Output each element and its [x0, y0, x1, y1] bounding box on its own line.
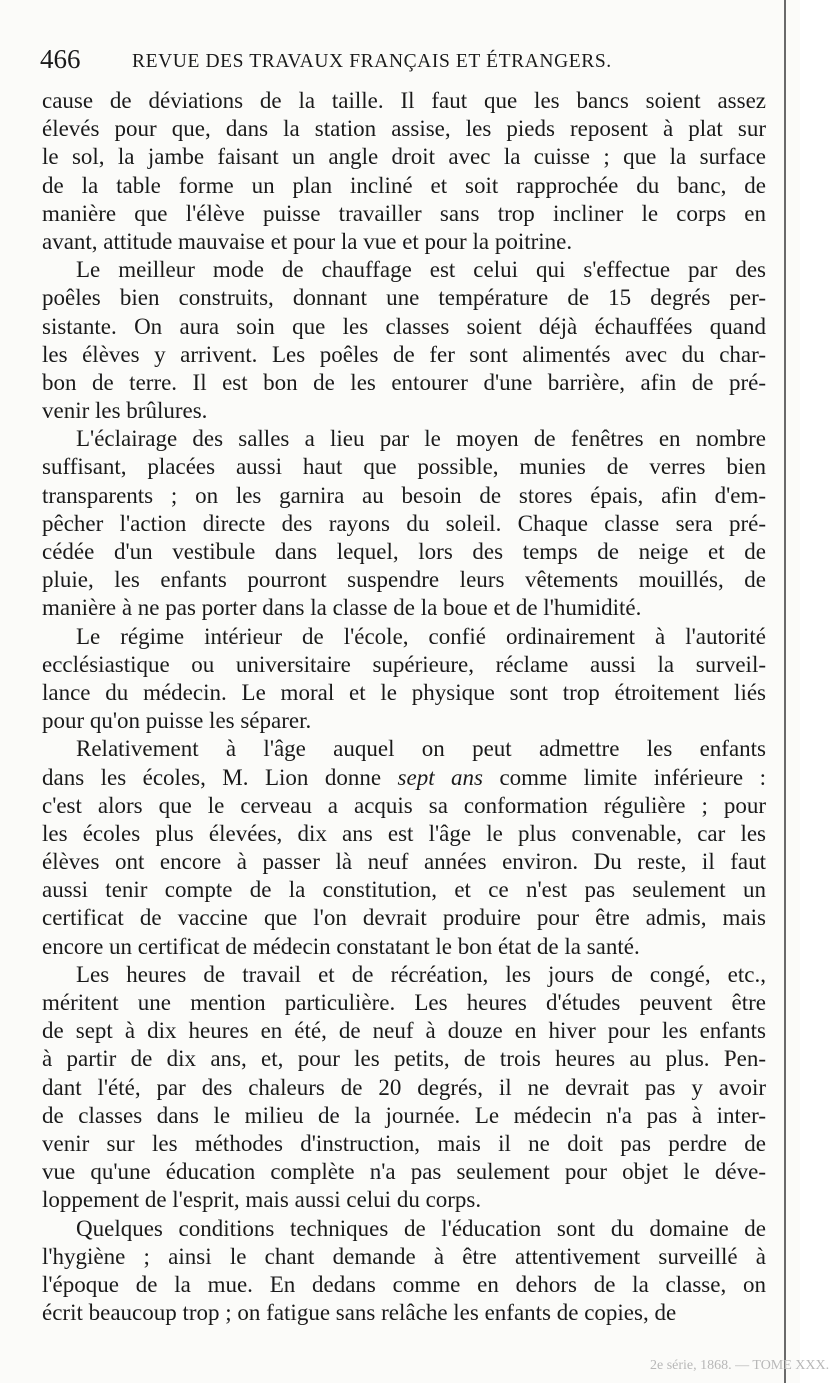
- paragraph: [42, 256, 766, 425]
- text-line: bon de terre. Il est bon de les entourer d'une barrière, afin de pré-: [42, 369, 766, 395]
- text-line: pour qu'on puisse les séparer.: [42, 708, 312, 734]
- paragraph: [42, 1215, 766, 1328]
- text-line: Les heures de travail et de récréation, les jours de congé, etc.,: [76, 961, 766, 987]
- text-line: suffisant, placées aussi haut que possible, munies de verres bien: [42, 454, 766, 480]
- text-line: pêcher l'action directe des rayons du soleil. Chaque classe sera pré-: [42, 510, 766, 536]
- text-line: cédée d'un vestibule dans lequel, lors des temps de neige et de: [42, 539, 766, 564]
- paragraph: [42, 961, 766, 1215]
- text-line: l'époque de la mue. En dedans comme en dehors de la classe, on: [42, 1271, 766, 1297]
- text-line: Quelques conditions techniques de l'éducation sont du domaine de: [76, 1215, 766, 1241]
- paragraph: [42, 87, 766, 256]
- text-line: le sol, la jambe faisant un angle droit avec la cuisse ; que la surface: [42, 144, 766, 170]
- text-line: transparents ; on les garnira au besoin de stores épais, afin d'em-: [42, 482, 766, 508]
- text-line: L'éclairage des salles a lieu par le moyen de fenêtres en nombre: [76, 426, 766, 452]
- text-line: dans les écoles, M. Lion donne sept ans comme limite inférieure :: [42, 764, 766, 790]
- text-line: manière à ne pas porter dans la classe de la boue et de l'humidité.: [42, 595, 642, 621]
- text-line: Relativement à l'âge auquel on peut admettre les enfants: [76, 736, 766, 762]
- text-line: manière que l'élève puisse travailler sans trop incliner le corps en: [42, 200, 766, 226]
- text-line: Le meilleur mode de chauffage est celui qui s'effectue par des: [76, 257, 766, 283]
- running-head: REVUE DES TRAVAUX FRANÇAIS ET ÉTRANGERS.: [132, 51, 612, 72]
- text-line: pluie, les enfants pourront suspendre leurs vêtements mouillés, de: [42, 567, 766, 593]
- text-line: de classes dans le milieu de la journée. Le médecin n'a pas à inter-: [42, 1102, 766, 1128]
- text-line: l'hygiène ; ainsi le chant demande à être attentivement surveillé à: [42, 1243, 766, 1269]
- text-line: avant, attitude mauvaise et pour la vue et pour la poitrine.: [42, 228, 573, 254]
- text-line: c'est alors que le cerveau a acquis sa conformation régulière ; pour: [42, 792, 766, 818]
- text-line: à partir de dix ans, et, pour les petits, de trois heures au plus. Pen-: [42, 1046, 766, 1072]
- text-line: venir les brûlures.: [42, 398, 208, 424]
- page-number: 466: [40, 44, 81, 74]
- page-header: [40, 42, 770, 78]
- paragraph: [42, 735, 766, 961]
- text-line: élevés pour que, dans la station assise, les pieds reposent à plat sur: [42, 116, 766, 142]
- text-line: sistante. On aura soin que les classes soient déjà échauffées quand: [42, 313, 766, 339]
- text-line: les écoles plus élevées, dix ans est l'âge le plus convenable, car les: [42, 820, 766, 846]
- text-line: aussi tenir compte de la constitution, et ce n'est pas seulement un: [42, 877, 766, 903]
- text-line: cause de déviations de la taille. Il faut que les bancs soient assez: [42, 88, 766, 113]
- text-line: certificat de vaccine que l'on devrait produire pour être admis, mais: [42, 905, 766, 931]
- text-line: encore un certificat de médecin constatant le bon état de la santé.: [42, 933, 640, 959]
- paragraph: [42, 623, 766, 736]
- text-line: dant l'été, par des chaleurs de 20 degrés, il ne devrait pas y avoir: [42, 1074, 766, 1100]
- text-line: méritent une mention particulière. Les heures d'études peuvent être: [42, 990, 766, 1015]
- text-line: venir sur les méthodes d'instruction, mais il ne doit pas perdre de: [42, 1130, 766, 1156]
- text-line: élèves ont encore à passer là neuf années environ. Du reste, il faut: [42, 849, 766, 875]
- footer-signature: 2e série, 1868. — TOME XXX.: [650, 1358, 829, 1373]
- text-line: loppement de l'esprit, mais aussi celui du corps.: [42, 1187, 482, 1213]
- text-line: de la table forme un plan incliné et soit rapprochée du banc, de: [42, 172, 766, 198]
- paragraph: [42, 425, 766, 622]
- body-text: [42, 87, 766, 1327]
- text-line: de sept à dix heures en été, de neuf à douze en hiver pour les enfants: [42, 1018, 766, 1044]
- text-line: Le régime intérieur de l'école, confié ordinairement à l'autorité: [76, 623, 766, 649]
- text-line: ecclésiastique ou universitaire supérieure, réclame aussi la surveil-: [42, 651, 766, 677]
- text-line: les élèves y arrivent. Les poêles de fer sont alimentés avec du char-: [42, 341, 766, 367]
- text-line: lance du médecin. Le moral et le physique sont trop étroitement liés: [42, 679, 766, 705]
- text-line: poêles bien construits, donnant une température de 15 degrés per-: [42, 285, 766, 311]
- page-edge: [784, 0, 786, 1383]
- text-line: écrit beaucoup trop ; on fatigue sans relâche les enfants de copies, de: [42, 1300, 677, 1326]
- text-line: vue qu'une éducation complète n'a pas seulement pour objet le déve-: [42, 1159, 766, 1185]
